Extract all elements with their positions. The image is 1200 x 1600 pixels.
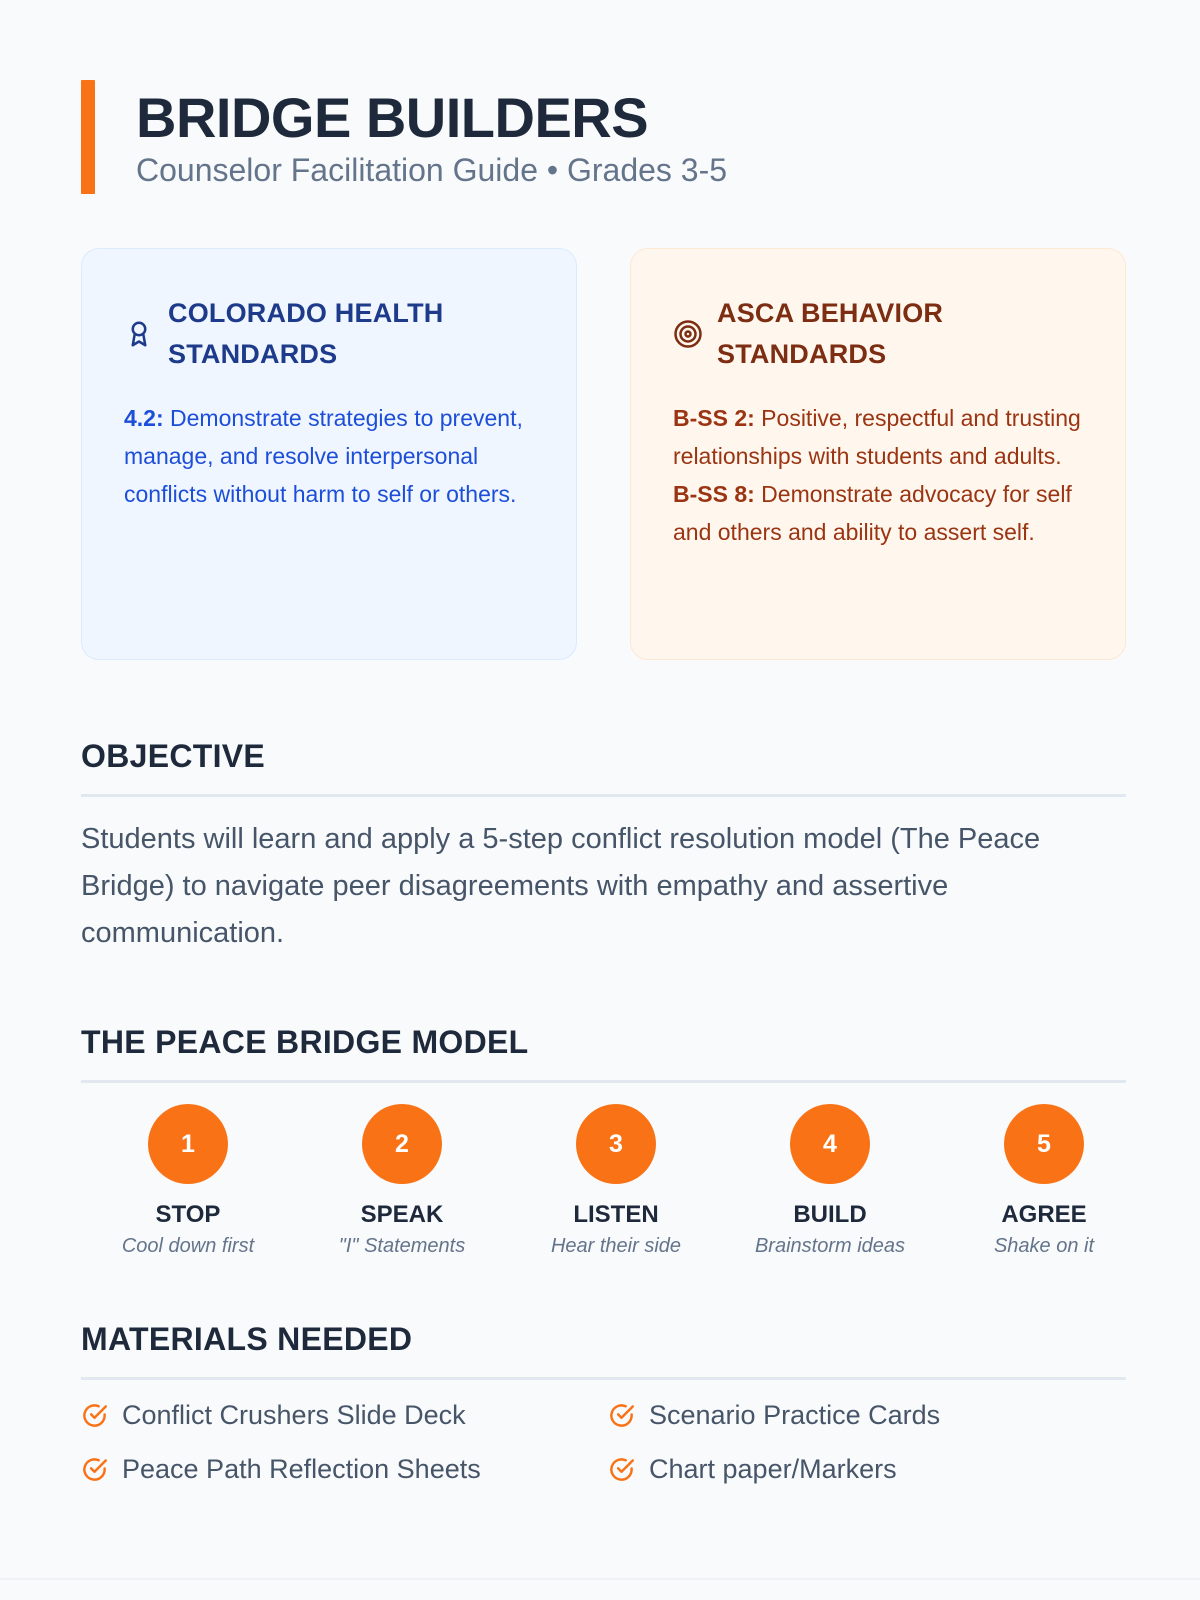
objective-divider	[81, 794, 1126, 797]
material-item	[81, 1398, 466, 1432]
step-number-badge: 1	[148, 1104, 228, 1184]
asca-standard-item	[673, 475, 1085, 551]
step-description: Hear their side	[550, 1235, 682, 1257]
materials-divider	[81, 1377, 1126, 1380]
step-description: Cool down first	[121, 1235, 255, 1257]
colorado-standard-item	[124, 399, 536, 513]
award-ribbon-icon	[124, 319, 154, 349]
model-heading: THE PEACE BRIDGE MODEL	[81, 1024, 529, 1060]
check-circle-icon	[81, 1456, 108, 1483]
check-circle-icon	[608, 1456, 635, 1483]
step-description: "I" Statements	[338, 1235, 466, 1257]
material-item	[608, 1398, 940, 1432]
materials-heading: MATERIALS NEEDED	[81, 1321, 413, 1357]
step-label: BUILD	[793, 1201, 867, 1228]
colorado-card-title: COLORADO HEALTH STANDARDS	[168, 298, 444, 369]
material-item	[81, 1452, 481, 1486]
step-listen	[509, 1104, 723, 1260]
step-stop	[81, 1104, 295, 1260]
material-label: Chart paper/Markers	[649, 1454, 897, 1484]
step-number-badge: 4	[790, 1104, 870, 1184]
asca-card-header	[673, 293, 1085, 375]
material-label: Conflict Crushers Slide Deck	[122, 1400, 466, 1430]
standard-code: B-SS 8:	[673, 481, 755, 507]
material-label: Peace Path Reflection Sheets	[122, 1454, 481, 1484]
standard-text: Demonstrate advocacy for self and others and ability to assert self.	[673, 481, 1072, 545]
header-accent-bar	[81, 80, 95, 194]
step-number-badge: 3	[576, 1104, 656, 1184]
step-number-badge: 2	[362, 1104, 442, 1184]
model-divider	[81, 1080, 1126, 1083]
colorado-standards-card	[81, 248, 577, 660]
step-speak	[295, 1104, 509, 1260]
peace-bridge-steps	[81, 1104, 1151, 1257]
asca-standard-item	[673, 399, 1085, 475]
page-header	[81, 80, 1121, 195]
material-item	[608, 1452, 897, 1486]
step-description: Brainstorm ideas	[754, 1235, 906, 1257]
colorado-card-header	[124, 293, 536, 375]
page-subtitle: Counselor Facilitation Guide • Grades 3-5	[136, 152, 728, 188]
check-circle-icon	[608, 1402, 635, 1429]
standard-text: Demonstrate strategies to prevent, manage, and resolve interpersonal conflicts without harm to self or others.	[124, 405, 523, 507]
footer-divider	[0, 1578, 1200, 1580]
asca-standards-card	[630, 248, 1126, 660]
asca-card-title: ASCA BEHAVIOR STANDARDS	[717, 298, 944, 369]
step-number-badge: 5	[1004, 1104, 1084, 1184]
page-title: BRIDGE BUILDERS	[136, 86, 649, 149]
standard-text: Positive, respectful and trusting relationships with students and adults.	[673, 405, 1081, 469]
material-label: Scenario Practice Cards	[649, 1400, 941, 1430]
step-agree	[937, 1104, 1151, 1260]
objective-heading: OBJECTIVE	[81, 738, 266, 774]
step-label: SPEAK	[360, 1201, 444, 1228]
check-circle-icon	[81, 1402, 108, 1429]
standard-code: B-SS 2:	[673, 405, 755, 431]
step-label: AGREE	[1001, 1201, 1087, 1228]
standard-code: 4.2:	[124, 405, 164, 431]
step-build	[723, 1104, 937, 1260]
step-label: LISTEN	[573, 1201, 659, 1228]
target-icon	[673, 319, 703, 349]
step-label: STOP	[155, 1201, 221, 1228]
step-description: Shake on it	[993, 1235, 1095, 1257]
objective-text: Students will learn and apply a 5-step conflict resolution model (The Peace Bridge) to navigate peer disagreements with empathy and assertive communication.	[81, 823, 1041, 949]
